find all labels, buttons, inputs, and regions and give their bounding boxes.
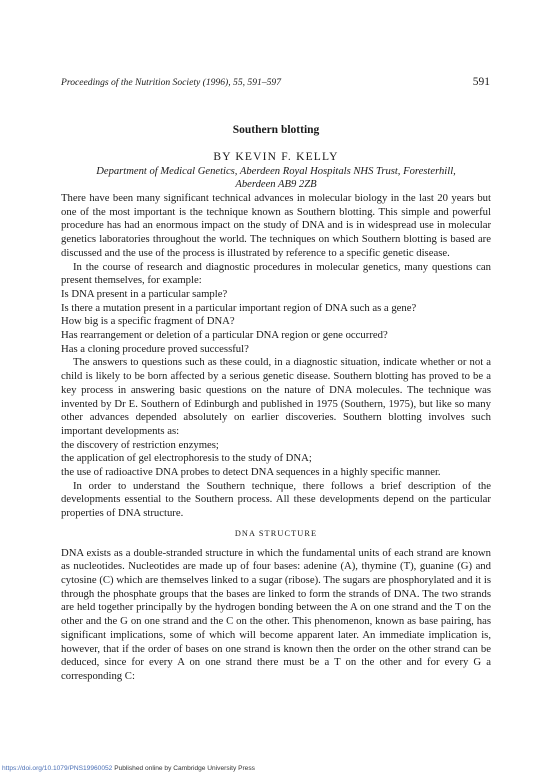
article-body — [61, 192, 491, 684]
questions-intro-paragraph: In the course of research and diagnostic procedures in molecular genetics, many questions can present themselves, for example: — [61, 260, 491, 287]
article-title: Southern blotting — [232, 124, 320, 136]
running-head: Proceedings of the Nutrition Society (1996), 55, 591–597 — [61, 77, 282, 88]
article-author: BY KEVIN F. KELLY — [213, 151, 339, 163]
development-item: the use of radioactive DNA probes to detect DNA sequences in a highly specific manner. — [61, 466, 441, 479]
answers-paragraph: The answers to questions such as these could, in a diagnostic situation, indicate whether or not a child is likely to be born affected by a serious genetic disease. Southern blotting has proved to be a key process in answering basic questions on the nature of DNA molecules. The technique was invented by Dr E. Southern of Edinburgh and published in 1975 (Southern, 1975), but like so many other advances depended absolutely on earlier discoveries. Southern blotting involves such important developments as: — [61, 356, 491, 437]
affiliation-line-2: Aberdeen AB9 2ZB — [235, 179, 317, 190]
footer — [2, 765, 542, 772]
question-item: How big is a specific fragment of DNA? — [61, 315, 235, 328]
development-item: the discovery of restriction enzymes; — [61, 438, 219, 451]
publisher-note: Published online by Cambridge University Press — [112, 765, 255, 772]
overview-paragraph: In order to understand the Southern technique, there follows a brief description of the developments essential to the Southern process. All these developments depend on the particular properties of DNA structure. — [61, 479, 491, 520]
page-number: 591 — [472, 76, 490, 88]
question-item: Is there a mutation present in a particular important region of DNA such as a gene? — [61, 301, 417, 314]
dna-structure-paragraph: DNA exists as a double-stranded structure in which the fundamental units of each strand are known as nucleotides. Nucleotides are made up of four bases: adenine (A), thymine (T), guanine (G) and cytosine (C) which are themselves linked to a sugar (ribose). The sugars are phosphorylated and it is through the phosphate groups that the bases are linked to form the strands of DNA. The two strands are held together principally by the hydrogen bonding between the A on one strand and the T on the other and the G on one strand and the C on the other. This phenomenon, known as base pairing, has significant implications, some of which will become apparent later. An immediate implication is, however, that if the order of bases on one strand is known then the order on the other strand can be deduced, since for every A on one strand there must be a T on the other and for every G a corresponding C: — [61, 546, 491, 682]
development-item: the application of gel electrophoresis to the study of DNA; — [61, 452, 312, 465]
affiliation-line-1: Department of Medical Genetics, Aberdeen Royal Hospitals NHS Trust, Foresterhill, — [96, 166, 456, 177]
question-item: Has a cloning procedure proved successful? — [61, 342, 249, 355]
doi-link[interactable]: https://doi.org/10.1079/PNS19960052 — [2, 765, 113, 772]
question-item: Has rearrangement or deletion of a particular DNA region or gene occurred? — [61, 329, 388, 342]
section-heading: DNA STRUCTURE — [234, 528, 318, 538]
question-item: Is DNA present in a particular sample? — [61, 287, 228, 300]
intro-paragraph: There have been many significant technical advances in molecular biology in the last 20 years but one of the most important is the technique known as Southern blotting. This simple and powerful procedure has had an enormous impact on the study of DNA and is in widespread use in molecular genetics laboratories throughout the world. The techniques on which Southern blotting is based are discussed and the use of the process is illustrated by reference to a specific genetic disease. — [61, 192, 491, 259]
